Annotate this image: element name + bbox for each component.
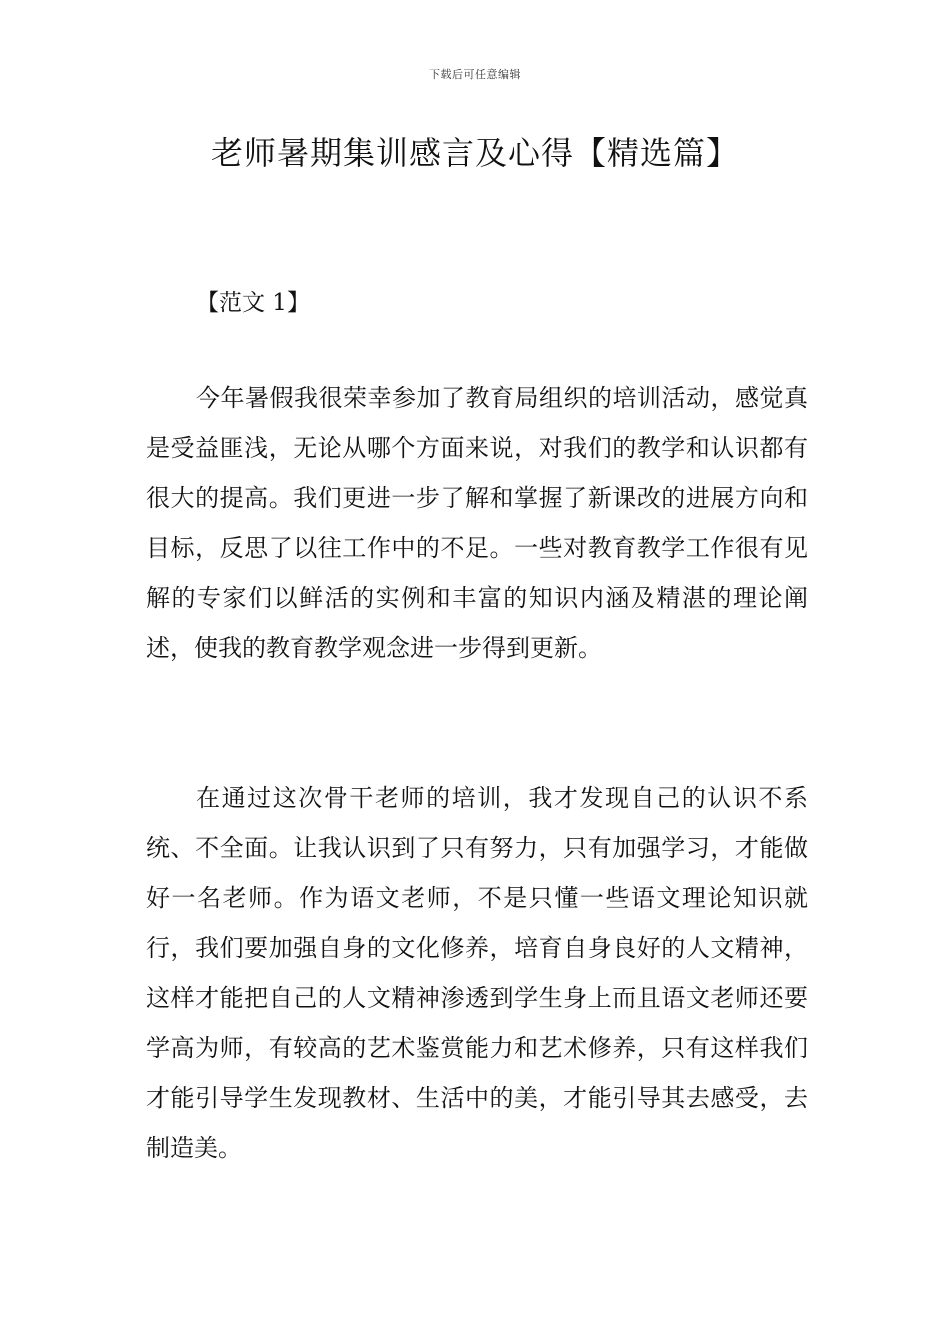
section-label: 【范文 1】 [196, 290, 310, 316]
paragraph-1: 今年暑假我很荣幸参加了教育局组织的培训活动，感觉真是受益匪浅，无论从哪个方面来说，对我们的教学和认识都有很大的提高。我们更进一步了解和掌握了新课改的进展方向和目标，反思了以往工作中的不足。一些对教育教学工作很有见解的专家们以鲜活的实例和丰富的知识内涵及精湛的理论阐述，使我的教育教学观念进一步得到更新。 [146, 384, 808, 662]
paragraph-2: 在通过这次骨干老师的培训，我才发现自己的认识不系统、不全面。让我认识到了只有努力，只有加强学习，才能做好一名老师。作为语文老师，不是只懂一些语文理论知识就行，我们要加强自身的文化修养，培育自身良好的人文精神，这样才能把自己的人文精神渗透到学生身上而且语文老师还要学高为师，有较高的艺术鉴赏能力和艺术修养，只有这样我们才能引导学生发现教材、生活中的美，才能引导其去感受，去制造美。 [146, 784, 808, 1162]
header-note: 下载后可任意编辑 [429, 68, 521, 81]
document-title: 老师暑期集训感言及心得【精选篇】 [210, 134, 739, 172]
